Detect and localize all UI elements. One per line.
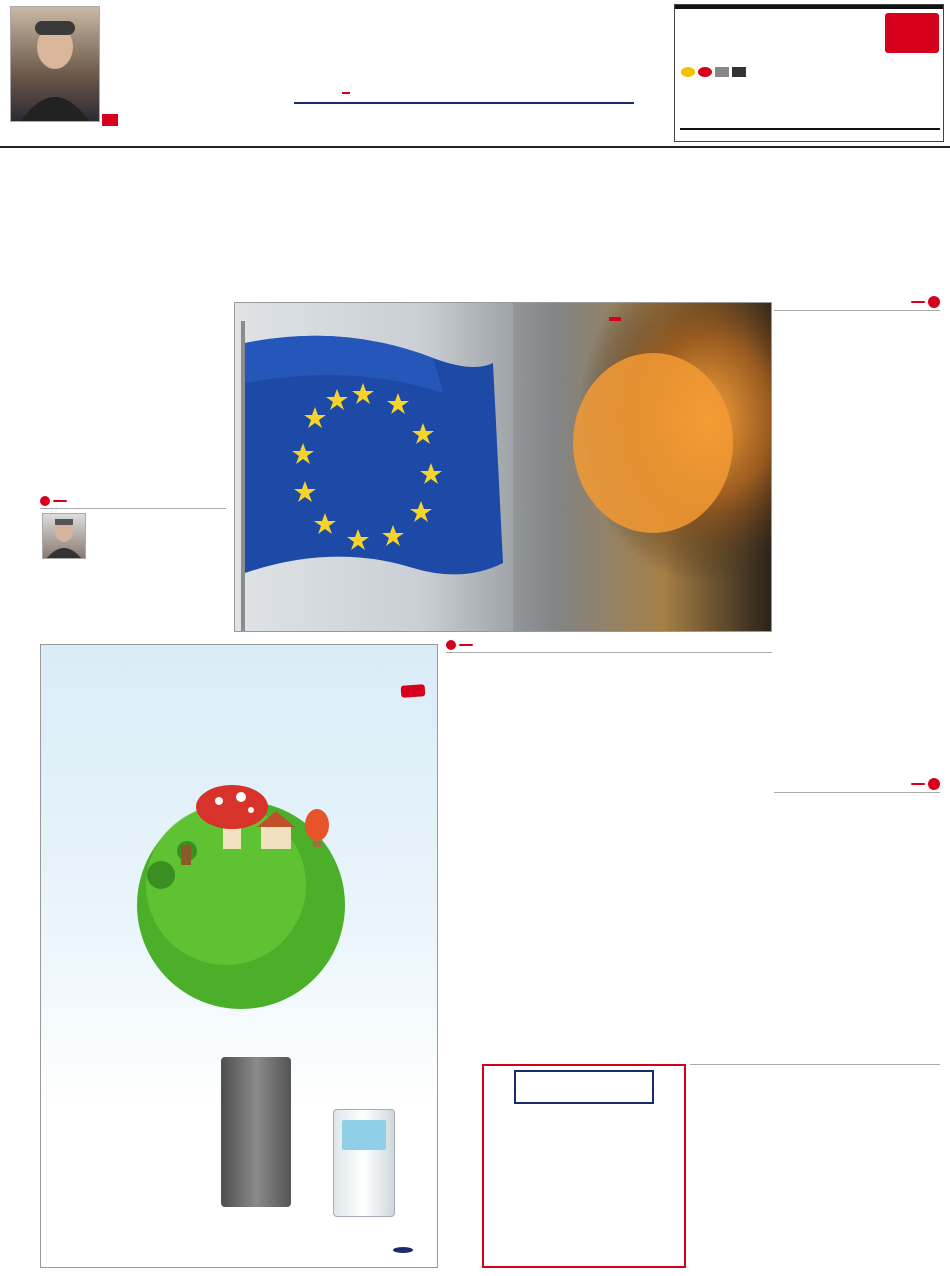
green-planet-illustration xyxy=(111,755,371,1015)
masthead-url[interactable] xyxy=(294,102,634,104)
right-story-3-body xyxy=(690,1068,940,1130)
purifier-m50-icon xyxy=(221,1057,291,1207)
samsung-badge xyxy=(393,1247,413,1253)
masthead xyxy=(0,0,950,148)
tag-dot-icon xyxy=(40,496,50,506)
tag-dot-icon xyxy=(446,640,456,650)
purifier-s38-icon xyxy=(333,1109,395,1217)
masthead-logo-block xyxy=(294,4,664,142)
right-story-3-tag xyxy=(690,1064,940,1065)
right-story-4 xyxy=(690,1176,940,1268)
column-note-tag xyxy=(53,500,67,502)
right-story-2 xyxy=(774,778,940,1056)
column-note xyxy=(40,496,226,632)
teaser-page-number xyxy=(102,114,118,126)
middle-story-col1 xyxy=(613,659,772,1009)
middle-story xyxy=(446,640,772,1056)
distribution-logo-box xyxy=(514,1070,654,1104)
top-ad-web xyxy=(675,57,943,61)
product-icon xyxy=(698,67,712,77)
right-story-4-body xyxy=(690,1179,940,1243)
samsung-ad[interactable] xyxy=(40,644,438,1268)
product-icon xyxy=(681,67,695,77)
eu-flag-photo xyxy=(234,303,771,632)
model-1[interactable] xyxy=(69,1053,229,1055)
middle-story-tag xyxy=(459,644,473,646)
middle-story-col2 xyxy=(446,659,605,995)
product-icons xyxy=(681,67,746,77)
tag-dot-icon xyxy=(928,296,940,308)
date-line xyxy=(680,128,940,130)
tag-dot-icon xyxy=(928,778,940,790)
model-2[interactable] xyxy=(311,1053,421,1055)
top-teaser[interactable] xyxy=(10,6,285,122)
right-story-3 xyxy=(690,1064,940,1164)
right-story-1 xyxy=(774,296,940,772)
right-story-2-body xyxy=(774,799,940,1009)
product-icon xyxy=(715,67,729,77)
top-ad[interactable] xyxy=(674,4,944,142)
teaser-photo xyxy=(10,6,100,122)
product-icon xyxy=(732,67,746,77)
distribution-ad[interactable] xyxy=(482,1064,686,1268)
livco-logo xyxy=(885,13,939,53)
samsung-slogan xyxy=(401,684,426,698)
right-story-1-tag xyxy=(911,301,925,303)
photo-story-kicker xyxy=(609,317,621,321)
right-story-1-body xyxy=(774,315,940,685)
masthead-logo-small xyxy=(342,92,350,94)
right-story-2-tag xyxy=(911,783,925,785)
author-photo xyxy=(42,513,86,559)
photo-story[interactable] xyxy=(234,302,772,632)
